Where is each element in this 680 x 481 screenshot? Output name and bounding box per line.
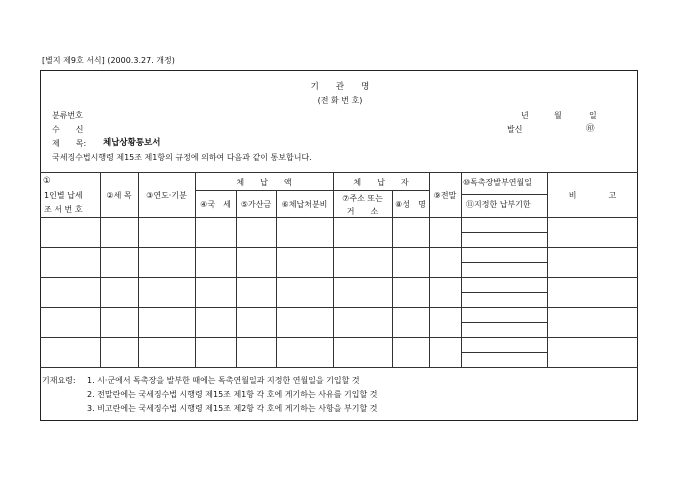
group-delinquent: 체 납 자 xyxy=(353,178,409,187)
col-divider-4 xyxy=(236,190,237,367)
col-address-line-1: ⑦주소 또는 xyxy=(342,194,383,203)
recipient-label: 수 신 xyxy=(52,125,84,134)
seal-mark: ㊞ xyxy=(586,124,595,134)
col-due-date: ⑪지정한 납부기한 xyxy=(466,200,531,209)
col-divider-2 xyxy=(138,172,139,367)
form-number-label: [별지 제9호 서식] (2000.3.27. 개정) xyxy=(42,56,175,65)
row-divider-2 xyxy=(40,277,638,278)
date-day-label: 일 xyxy=(589,111,597,120)
notes-heading: 기재요령: xyxy=(42,376,76,385)
date-sub-divider-2 xyxy=(461,262,547,263)
agency-name: 기 관 명 xyxy=(310,82,370,92)
subject-label: 제 목: xyxy=(52,139,87,148)
col-year-period: ③연도·기분 xyxy=(146,191,187,200)
table-top-border xyxy=(40,172,638,173)
note-item-2: 2. 전말란에는 국세징수법 시행령 제15조 제1항 각 호에 게기하는 사유를 기입할 것 xyxy=(87,390,378,399)
date-sub-divider-3 xyxy=(461,292,547,293)
subject-value: 체납상황통보서 xyxy=(103,138,161,148)
agency-phone: (전 화 번 호) xyxy=(317,96,363,105)
col-tax-item: ②세 목 xyxy=(106,191,132,200)
row-divider-1 xyxy=(40,247,638,248)
date-header-divider xyxy=(461,194,547,195)
date-sub-divider-4 xyxy=(461,322,547,323)
col-notice-date: ⑩독촉장발부연월일 xyxy=(463,178,532,187)
col-name: ⑧성 명 xyxy=(395,200,426,209)
col-penalty: ⑤가산금 xyxy=(240,200,272,209)
note-item-3: 3. 비고란에는 국세징수법 시행령 제15조 제2항 각 호에 게기하는 사항을 부기할 것 xyxy=(87,404,378,413)
col-remarks: 비 고 xyxy=(568,191,617,200)
classification-label: 분류번호 xyxy=(52,111,83,120)
row-divider-4 xyxy=(40,337,638,338)
notice-body-text: 국세징수법시행령 제15조 제1항의 규정에 의하여 다음과 같이 통보합니다. xyxy=(52,153,312,162)
col-divider-9 xyxy=(461,172,462,367)
col-divider-10 xyxy=(547,172,548,367)
header-group-divider xyxy=(195,190,429,191)
col-disposition-cost: ⑥체납처분비 xyxy=(281,200,328,209)
date-month-label: 월 xyxy=(554,111,562,120)
col-divider-5 xyxy=(276,190,277,367)
form-frame xyxy=(40,70,638,421)
col-divider-8 xyxy=(429,172,430,367)
col-address-line-2: 거 소 xyxy=(346,207,379,216)
col-national-tax: ④국 세 xyxy=(200,200,231,209)
sender-label: 발신 xyxy=(507,125,523,134)
date-sub-divider-1 xyxy=(461,232,547,233)
row-divider-3 xyxy=(40,307,638,308)
note-item-1: 1. 시·군에서 독촉장을 발부한 때에는 독촉연월일과 지정한 연월일을 기입할 것 xyxy=(87,376,360,385)
table-bottom-border xyxy=(40,367,638,368)
date-year-label: 년 xyxy=(521,111,529,120)
col-taxpayer-number: ① xyxy=(43,176,51,186)
col-divider-7 xyxy=(392,190,393,367)
date-sub-divider-5 xyxy=(461,352,547,353)
col-divider-1 xyxy=(100,172,101,367)
header-bottom-border xyxy=(40,217,638,218)
col-taxpayer-label-2: 조 서 번 호 xyxy=(44,205,83,214)
group-overdue-amount: 체 납 액 xyxy=(236,178,292,187)
col-taxpayer-label-1: 1인별 납세 xyxy=(44,191,83,200)
col-details: ⑨전말 xyxy=(433,191,457,200)
